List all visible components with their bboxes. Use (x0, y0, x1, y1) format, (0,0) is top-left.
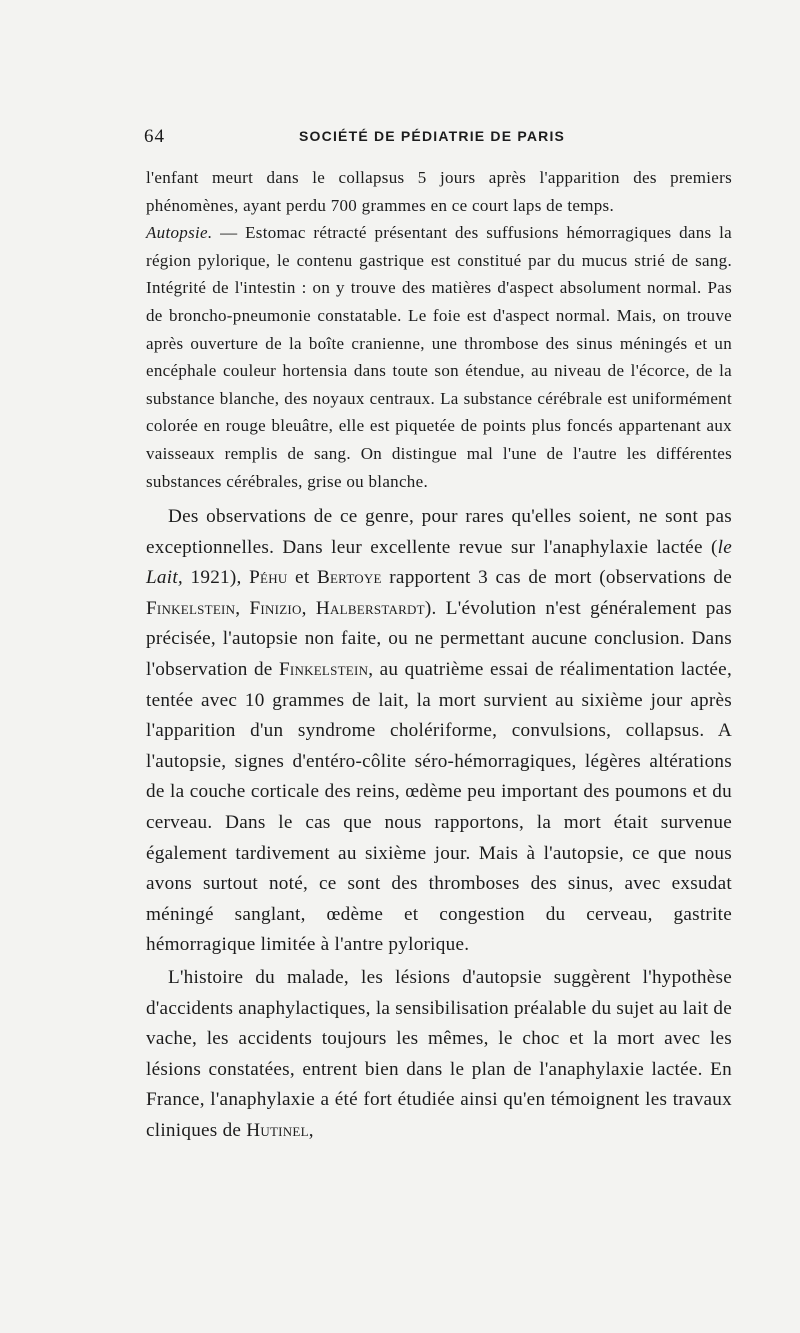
paragraph-death: l'enfant meurt dans le collapsus 5 jours après l'apparition des premiers phénomènes, ayant perdu 700 grammes en ce court laps de temps. (146, 168, 732, 215)
text-run: , au quatrième essai de réalimentation lactée, tentée avec 10 grammes de lait, la mort survient au sixième jour après l'apparition d'un syndrome cholériforme, convulsions, collapsus. A l'autopsie, signes d'entéro-côlite séro-hémorragiques, légères altérations de la couche corticale des reins, œdème peu important des poumons et du cerveau. Dans le cas que nous rapportons, la mort était survenue également tardivement au sixième jour. Mais à l'autopsie, ce que nous avons surtout noté, ce sont des thromboses des sinus, avec exsudat méningé sanglant, œdème et congestion du cerveau, gastrite hémorragique limitée à l'antre pylorique. (146, 658, 732, 956)
page-number: 64 (144, 126, 165, 147)
text-run: , (235, 597, 250, 619)
author-name: Finkelstein (278, 658, 369, 680)
author-name: Halberstardt (315, 597, 425, 619)
paragraph-observations (146, 502, 732, 961)
text-run: Des observations de ce genre, pour rares qu'elles soient, ne sont pas exceptionnelles. Dans leur excellente revue sur l'anaphylaxie lactée ( (146, 506, 732, 558)
author-name: Finizio (249, 597, 302, 619)
author-name: Hutinel (246, 1119, 309, 1141)
running-title: SOCIÉTÉ DE PÉDIATRIE DE PARIS (299, 128, 566, 144)
paragraph-autopsy (146, 219, 732, 495)
text-run: rapportent 3 cas de mort (observations de (381, 567, 733, 589)
text-run: , (308, 1119, 314, 1141)
discussion-text (146, 502, 732, 1146)
autopsy-text: — Estomac rétracté présentant des suffusions hémorragiques dans la région pylorique, le contenu gastrique est constitué par du mucus strié de sang. Intégrité de l'intestin : on y trouve des matières d'aspect absolument normal. Pas de broncho-pneumonie constatable. Le foie est d'aspect normal. Mais, on trouve après ouverture de la boîte cranienne, une thrombose des sinus méningés et un encéphale couleur hortensia dans toute son étendue, au niveau de l'écorce, de la substance blanche, des noyaux centraux. La substance cérébrale est uniformément colorée en rouge bleuâtre, elle est piquetée de points plus foncés appartenant aux vaisseaux remplis de sang. On distingue mal l'une de l'autre les différentes substances cérébrales, grise ou blanche. (146, 223, 732, 491)
text-run: , (301, 597, 316, 619)
paragraph-history (146, 963, 732, 1147)
case-report-text (146, 164, 732, 495)
text-run: L'histoire du malade, les lésions d'autopsie suggèrent l'hypothèse d'accidents anaphylactiques, la sensibilisation préalable du sujet au lait de vache, les accidents toujours les mêmes, le choc et la mort avec les lésions constatées, entrent bien dans le plan de l'anaphylaxie lactée. En France, l'anaphylaxie a été fort étudiée ainsi qu'en témoignent les travaux cliniques de (146, 966, 732, 1141)
page-header (144, 126, 734, 154)
author-name: Péhu (249, 567, 288, 589)
text-run: ). L'évolution n'est généralement pas précisée, l'autopsie non faite, ou ne permettant aucune conclusion. Dans l'observation de (146, 597, 733, 680)
author-name: Bertoye (316, 567, 382, 589)
text-run: 1921), (182, 567, 250, 589)
autopsy-label: Autopsie. (146, 223, 213, 243)
author-name: Finkelstein (146, 597, 236, 619)
text-run: et (287, 567, 317, 589)
citation-title: le Lait, (146, 536, 732, 589)
